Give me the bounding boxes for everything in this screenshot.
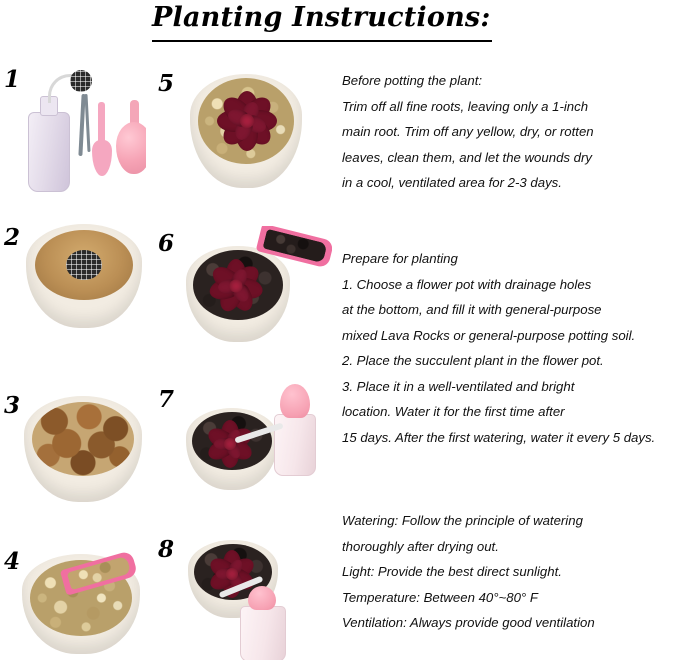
step-number: 1 [4,66,21,93]
prepare-heading: Prepare for planting [342,251,458,266]
step-1 [0,60,150,205]
before-potting-line-2: main root. Trim off any yellow, dry, or rotten [342,124,594,139]
prepare-line-7: 15 days. After the first watering, water it every 5 days. [342,429,656,445]
succulent-in-gravel-illustration [184,64,310,204]
instructions-column [342,52,679,656]
scoop-with-gravel-illustration [18,544,148,654]
prepare-line-3: mixed Lava Rocks or general-purpose potting soil. [342,327,636,343]
care-line-3: Light: Provide the best direct sunlight. [342,564,562,579]
before-potting-line-4: in a cool, ventilated area for 2-3 days. [342,175,562,190]
step-number: 3 [4,392,21,419]
step-5 [150,58,340,208]
step-2 [0,210,150,350]
step-8 [150,524,340,656]
page-header [0,0,679,48]
care-block [342,508,679,636]
step-number: 2 [4,224,21,251]
succulent-rosette [204,254,268,318]
prepare-line-2: at the bottom, and fill it with general-purpose [342,302,602,317]
before-potting-line-1: Trim off all fine roots, leaving only a 1-inch [342,98,589,114]
succulent-rosette [202,416,258,472]
prepare-line-1: 1. Choose a flower pot with drainage holes [342,276,592,292]
step-number: 4 [4,548,21,575]
step-7 [150,376,340,512]
care-line-4: Temperature: Between 40°~80° F [342,589,538,605]
page-title: Planting Instructions: [152,2,491,33]
care-line-1: Watering: Follow the principle of watering [342,513,583,528]
prepare-line-6: location. Water it for the first time after [342,404,565,419]
step-4 [0,540,150,656]
before-potting-heading: Before potting the plant: [342,73,483,88]
clay-pebbles-illustration [20,392,148,514]
tools-kit-illustration [26,66,146,206]
step-number: 8 [158,536,175,563]
watering-succulent-illustration [182,528,332,660]
step-number: 7 [158,386,175,413]
prepare-line-5: 3. Place it in a well-ventilated and bright [342,378,575,394]
title-underline [152,40,492,42]
before-potting-block [342,68,679,196]
step-3 [0,382,150,522]
prepare-block [342,246,679,450]
succulent-rosette [212,86,282,156]
step-6 [150,222,340,362]
watering-bottle-illustration [182,380,332,510]
prepare-line-4: 2. Place the succulent plant in the flower pot. [342,353,604,368]
pot-with-mesh-illustration [22,220,148,342]
scoop-with-lava-illustration [182,226,332,346]
care-line-2: thoroughly after drying out. [342,538,499,554]
step-number: 5 [158,70,175,97]
care-line-5: Ventilation: Always provide good ventilation [342,615,595,630]
before-potting-line-3: leaves, clean them, and let the wounds dry [342,149,592,165]
step-number: 6 [158,230,175,257]
